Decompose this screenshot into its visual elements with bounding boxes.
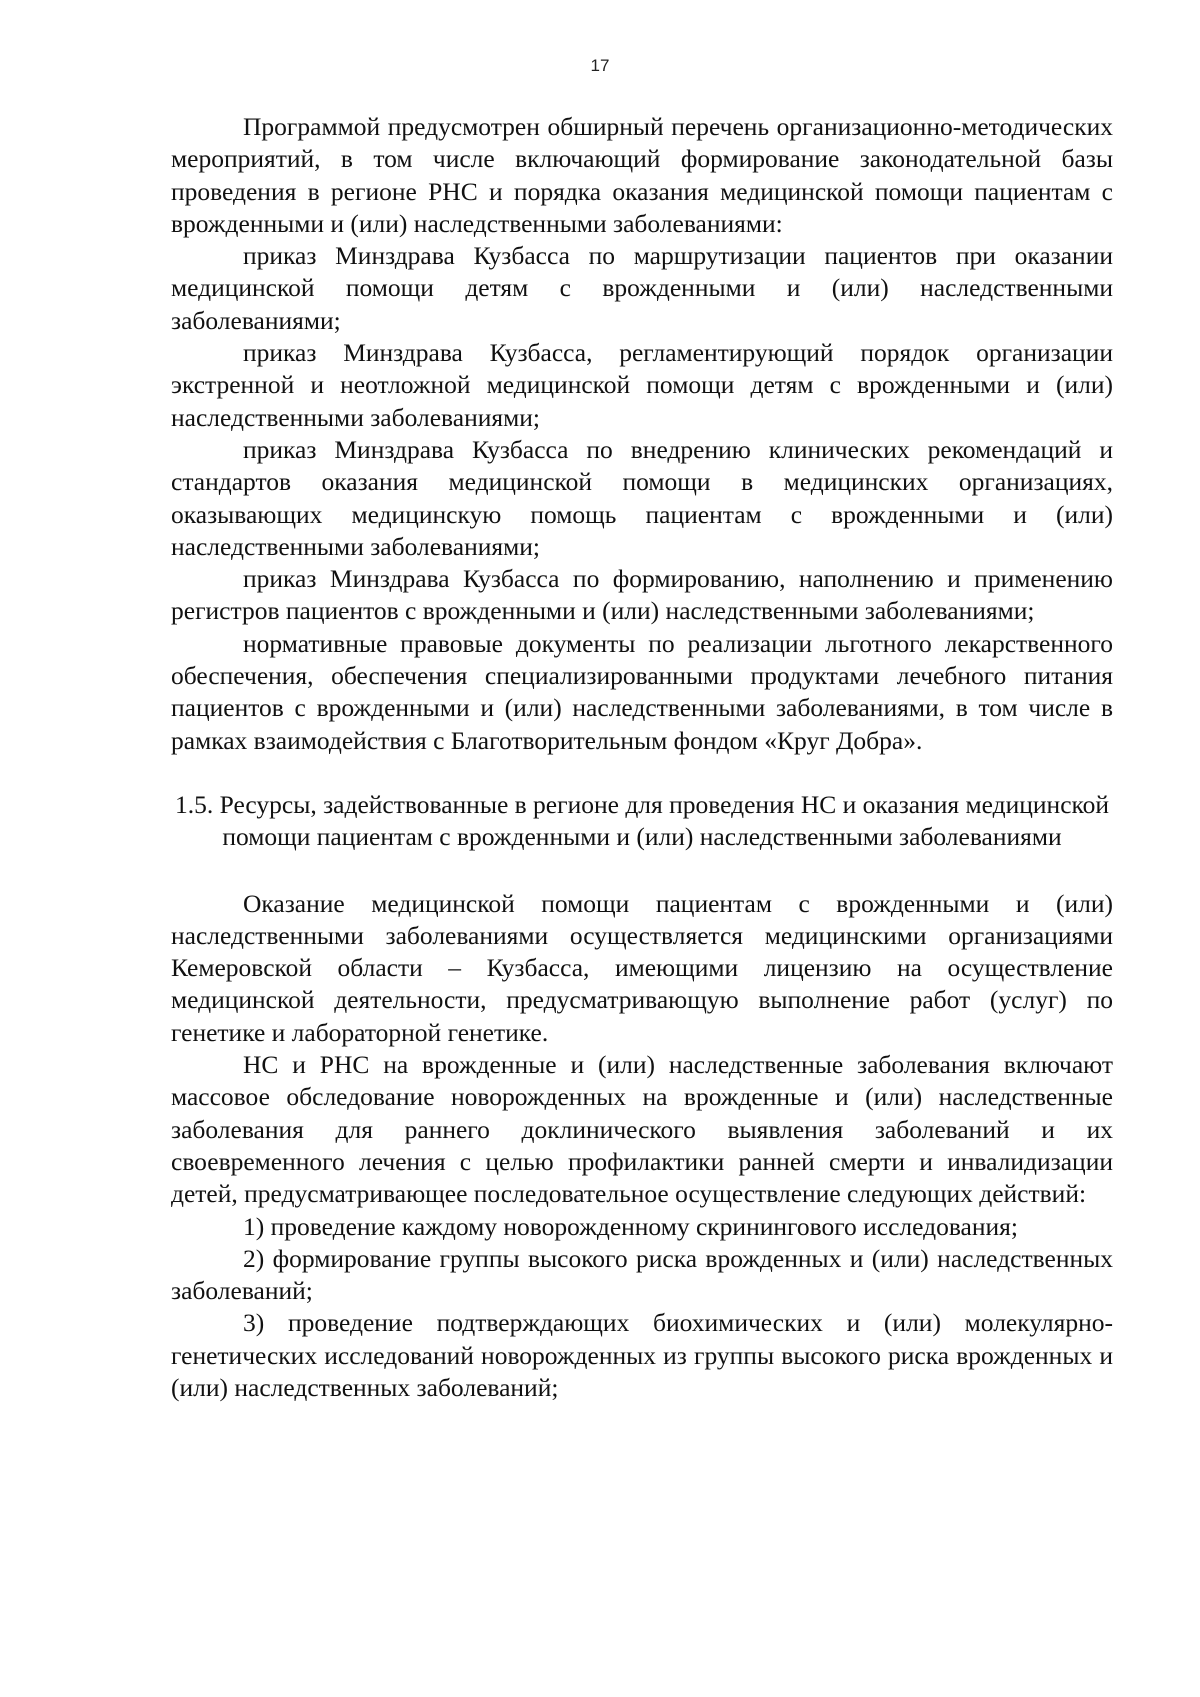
list-item-routing-order: приказ Минздрава Кузбасса по маршрутизации пациентов при оказании медицинской помощи детям с врожденными и (или) наследственными заболеваниями; [171, 241, 1113, 335]
list-item-regulatory-documents: нормативные правовые документы по реализации льготного лекарственного обеспечения, обеспечения специализированными продуктами лечебного питания пациентов с врожденными и (или) наследственными заболеваниями, в том числе в рамках взаимодействия с Благотворительным фондом «Круг Добра». [171, 628, 1113, 755]
list-item-emergency-order: приказ Минздрава Кузбасса, регламентирующий порядок организации экстренной и неотложной медицинской помощи детям с врожденными и (или) наследственными заболеваниями; [171, 338, 1113, 432]
page-number: 17 [590, 56, 610, 75]
list-item-step-3: 3) проведение подтверждающих биохимических и (или) молекулярно-генетических исследований новорожденных из группы высокого риска врожденных и (или) наследственных заболеваний; [171, 1308, 1113, 1402]
document-body [171, 111, 1113, 1404]
list-item-step-1: 1) проведение каждому новорожденному скринингового исследования; [243, 1211, 1018, 1241]
paragraph-licensing: Оказание медицинской помощи пациентам с врожденными и (или) наследственными заболеваниями осуществляется медицинскими организациями Кемеровской области – Кузбасса, имеющими лицензию на осуществление медицинской деятельности, предусматривающую выполнение работ (услуг) по генетике и лабораторной генетике. [171, 888, 1113, 1047]
section-heading: 1.5. Ресурсы, задействованные в регионе для проведения НС и оказания медицинской помощи пациентам с врожденными и (или) наследственными заболеваниями [174, 789, 1109, 852]
paragraph-intro: Программой предусмотрен обширный перечень организационно-методических мероприятий, в том числе включающий формирование законодательной базы проведения в регионе РНС и порядка оказания медицинской помощи пациентам с врожденными и (или) наследственными заболеваниями: [171, 112, 1113, 238]
list-item-registry-order: приказ Минздрава Кузбасса по формированию, наполнению и применению регистров пациентов с врожденными и (или) наследственными заболеваниями; [171, 564, 1113, 626]
list-item-step-2: 2) формирование группы высокого риска врожденных и (или) наследственных заболеваний; [171, 1243, 1113, 1306]
list-item-guidelines-order: приказ Минздрава Кузбасса по внедрению клинических рекомендаций и стандартов оказания медицинской помощи в медицинских организациях, оказывающих медицинскую помощь пациентам с врожденными и (или) наследственными заболеваниями; [171, 434, 1113, 561]
paragraph-screening-definition: НС и РНС на врожденные и (или) наследственные заболевания включают массовое обследование новорожденных на врожденные и (или) наследственные заболевания для раннего доклинического выявления заболеваний и их своевременного лечения с целью профилактики ранней смерти и инвалидизации детей, предусматривающее последовательное осуществление следующих действий: [171, 1050, 1113, 1209]
